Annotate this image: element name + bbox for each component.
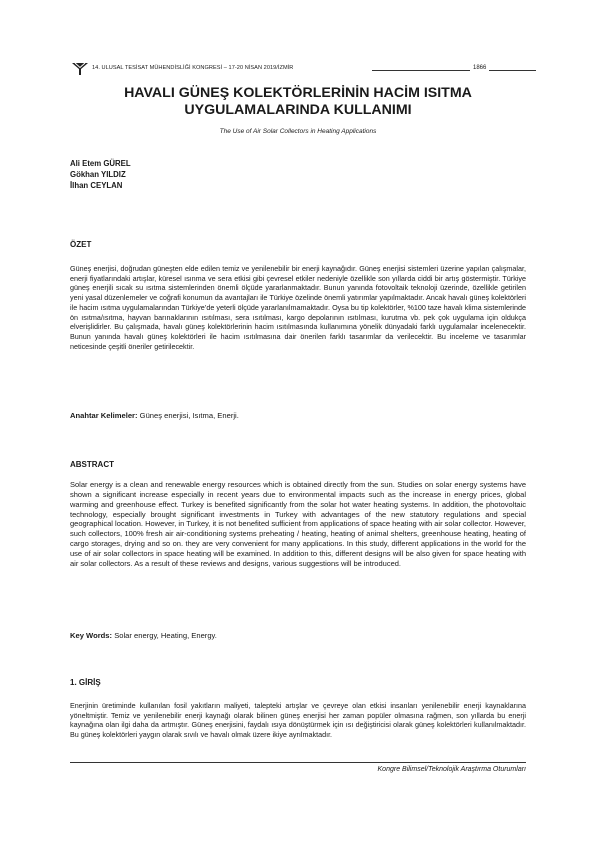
footer-rule	[70, 762, 526, 763]
paper-title	[72, 85, 524, 119]
author-list	[70, 158, 131, 191]
abstract-body: Solar energy is a clean and renewable energy resources which is obtained directly from the sun. Studies on solar energy systems have shown a significant increase especially in recent years due to environmental impacts such as the increase in energy prices, global warming and greenhouse effect. Turkey is benefited significantly from the solar hot water heating systems. In addition, the photovoltaic technology, especially brought significant investments in Turkey with advantages of the new statutory regulations and special geographical location. However, in Turkey, it is not benefited sufficient from applications of space heating with air solar collector. However, such collectors, 100% fresh air air-conditioning systems preheating / heating, heating of animal shelters, greenhouse heating, heating of cargo storages, drying and so on. they are very convenient for many applications. In this study, different applications in the world for the use of air solar collectors in space heating will be examined. In addition to this, different designs will be also given for space heating with air solar collectors. As a result of these reviews and designs, various suggestions will be introduced.	[70, 480, 526, 568]
section-heading: 1. GİRİŞ	[70, 678, 101, 687]
ozet-body: Güneş enerjisi, doğrudan güneşten elde edilen temiz ve yenilenebilir bir enerji kaynağıdır. Güneş enerjisi sistemleri üzerine yapılan çalışmalar, enerji fiyatlarındaki artışlar, küresel ısınma ve sera etkisi gibi çevresel etkiler nedeniyle özellikle son yıllarda ciddi bir artış göstermiştir. Türkiye güneş enerjili sıcak su ısıtma sistemlerinden önemli ölçüde yararlanmaktadır. Bunun yanında fotovoltaik teknoloji üzerinde, özellikle getirilen yeni yasal düzenlemeler ve coğrafi konumun da avantajları ile Türkiye özelinde önemli yatırımlar yapılmaktadır. Ancak havalı güneş kolektörleri ile hacim ısıtma uygulamalarından Türkiye’de yeterli ölçüde yararlanılmamaktadır. Oysa bu tip kolektörler, %100 taze havalı klima sistemlerinde ön ısıtma/ısıtma, hayvan barınaklarının ısıtılması, sera ısıtılması, kargo depolarının ısıtılması, kurutma vb. pek çok uygulama için oldukça elverişlidirler. Bu çalışmada, havalı güneş kolektörlerinin hacim ısıtılmasında kullanımına yönelik dünyadaki farklı uygulamalar incelenecektir. Bunun yanında havalı güneş kolektörleri ile hacim ısıtılmasına dair önerilen farklı tasarımlar da verilecektir. Bu inceleme ve tasarımlar neticesinde çeşitli öneriler getirilecektir.	[70, 264, 526, 351]
page-number: 1866	[470, 65, 489, 71]
abstract-heading: ABSTRACT	[70, 460, 114, 469]
abstract-keywords	[70, 631, 217, 640]
conference-name: 14. ULUSAL TESİSAT MÜHENDİSLİĞİ KONGRESİ – 17-20 NİSAN 2019/İZMİR	[92, 65, 294, 71]
running-footer: Kongre Bilimsel/Teknolojik Araştırma Oturumları	[377, 766, 526, 773]
keywords-value: Solar energy, Heating, Energy.	[114, 631, 217, 640]
author-name: İlhan CEYLAN	[70, 181, 123, 190]
author-name: Ali Etem GÜREL	[70, 159, 131, 168]
ozet-keywords	[70, 411, 239, 420]
paper-subtitle: The Use of Air Solar Collectors in Heating Applications	[219, 128, 377, 135]
keywords-label: Anahtar Kelimeler:	[70, 411, 138, 420]
conference-logo-icon	[72, 62, 88, 76]
ozet-heading: ÖZET	[70, 240, 92, 249]
title-line-1: HAVALI GÜNEŞ KOLEKTÖRLERİNİN HACİM ISITMA	[124, 85, 472, 101]
keywords-value: Güneş enerjisi, Isıtma, Enerji.	[139, 411, 239, 420]
title-line-2: UYGULAMALARINDA KULLANIMI	[184, 102, 412, 118]
header-rule	[372, 70, 536, 71]
author-name: Gökhan YILDIZ	[70, 170, 126, 179]
section-body: Enerjinin üretiminde kullanılan fosil yakıtların maliyeti, talepteki artışlar ve çevreye olan etkisi insanları yenilenebilir enerji kaynaklarına yöneltmiştir. Temiz ve yenilenebilir enerji kaynağı olarak bilinen güneş enerjisi her zaman popüler olmasına rağmen, son yıllarda bu enerji kaynağına olan ilgi daha da artmıştır. Güneş enerjisini, faydalı ısıya dönüştürmek için ısı değiştiricisi olarak güneş kolektörleri kullanılmaktadır. Bu güneş kolektörleri yaygın olarak sıvılı ve havalı olmak üzere ikiye ayrılmaktadır.	[70, 701, 526, 740]
keywords-label: Key Words:	[70, 631, 113, 640]
running-header	[72, 62, 524, 76]
